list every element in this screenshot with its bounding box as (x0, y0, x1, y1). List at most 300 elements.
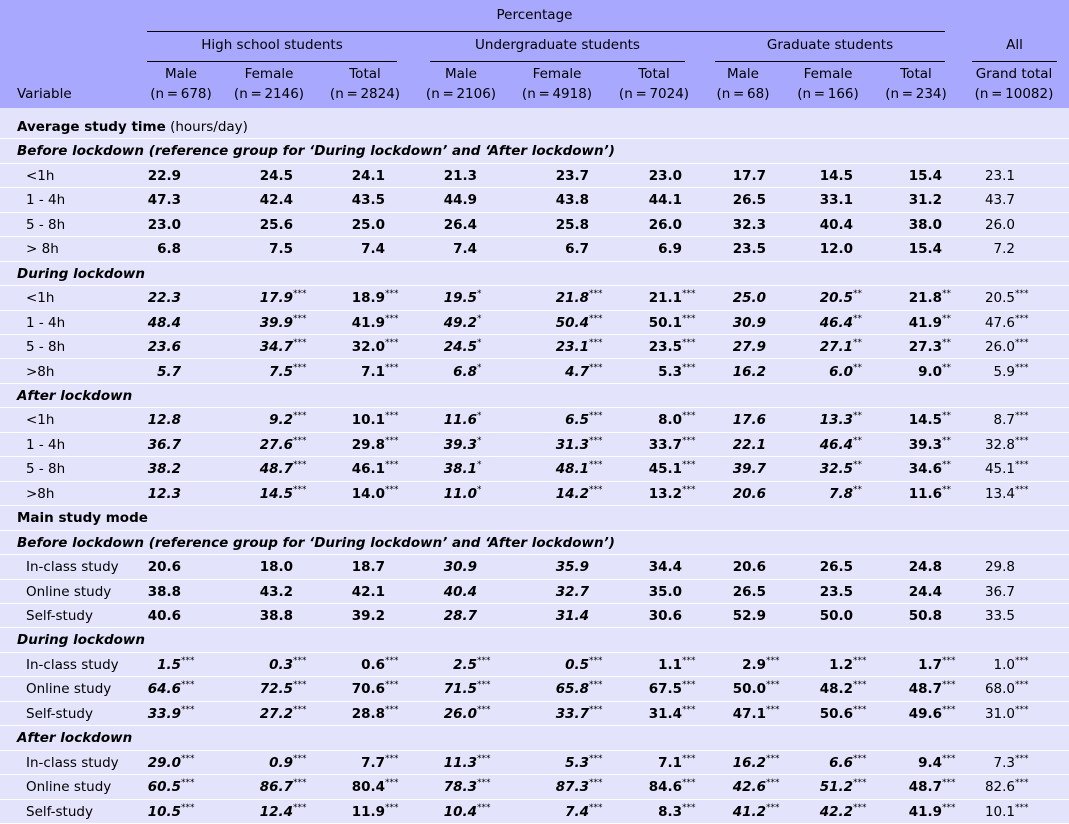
significance-marker: *** (589, 803, 603, 813)
section-title-label: Average study time (17, 119, 166, 135)
row-label: Self-study (26, 706, 93, 722)
significance-marker: * (477, 289, 482, 299)
table-cell (101, 461, 181, 477)
cell-value: 27.2 (259, 706, 293, 722)
table-cell (602, 804, 696, 820)
cell-value: 7.4 (361, 241, 385, 257)
table-cell (305, 706, 399, 722)
significance-marker: ** (942, 485, 951, 495)
table-cell (101, 608, 181, 624)
column-header-n: (n = 234) (885, 86, 947, 102)
column-header-label: Female (532, 66, 582, 82)
table-cell (213, 486, 307, 502)
significance-marker: *** (293, 363, 307, 373)
cell-value: 6.8 (157, 241, 181, 257)
table-cell (686, 339, 766, 355)
cell-value: 40.4 (819, 217, 853, 233)
table-cell (509, 584, 589, 600)
column-header-n: (n = 166) (797, 86, 859, 102)
cell-value: 50.4 (555, 315, 589, 331)
table-cell (305, 412, 399, 428)
table-cell (686, 461, 766, 477)
significance-marker: *** (589, 289, 603, 299)
cell-value: 20.6 (732, 486, 766, 502)
table-cell (509, 559, 589, 575)
table-cell (213, 779, 307, 795)
cell-value: 23.0 (147, 217, 181, 233)
table-cell (773, 364, 862, 380)
column-header-n: (n = 2146) (233, 86, 305, 102)
significance-marker: *** (682, 754, 696, 764)
cell-value: 23.1 (555, 339, 589, 355)
cell-value: 48.7 (908, 681, 942, 697)
table-cell (213, 755, 307, 771)
table-cell (686, 559, 766, 575)
table-cell (602, 168, 682, 184)
cell-value: 41.2 (732, 804, 766, 820)
row-label: <1h (26, 290, 55, 306)
table-cell (686, 315, 766, 331)
table-cell (773, 681, 867, 697)
cell-value: 38.2 (147, 461, 181, 477)
percentage-header: Percentage (496, 7, 573, 23)
table-cell (935, 559, 1015, 575)
table-cell (397, 804, 491, 820)
cell-value: 51.2 (819, 779, 853, 795)
column-header-label: Total (900, 66, 932, 82)
table-cell (397, 241, 477, 257)
cell-value: 52.9 (732, 608, 766, 624)
significance-marker: *** (1015, 436, 1029, 446)
column-header-label: Male (445, 66, 477, 82)
table-cell (602, 779, 696, 795)
group-header-undergraduate: Undergraduate students (475, 37, 640, 53)
table-cell (305, 217, 385, 233)
table-cell (862, 217, 942, 233)
table-cell (773, 608, 853, 624)
significance-marker: *** (293, 754, 307, 764)
table-cell (101, 755, 195, 771)
cell-value: 12.8 (147, 412, 181, 428)
group-rule-undergraduate (430, 61, 685, 62)
table-cell (509, 315, 603, 331)
table-cell (101, 192, 181, 208)
table-cell (935, 608, 1015, 624)
row-separator (0, 334, 1069, 335)
table-cell (862, 168, 942, 184)
table-cell (213, 706, 307, 722)
significance-marker: ** (853, 411, 862, 421)
table-cell (305, 559, 385, 575)
row-label: 1 - 4h (26, 437, 66, 453)
table-cell (305, 657, 399, 673)
significance-marker: *** (589, 754, 603, 764)
cell-value: 16.2 (732, 364, 766, 380)
cell-value: 32.7 (555, 584, 589, 600)
subsection-title: Before lockdown (reference group for ‘During lockdown’ and ‘After lockdown’) (17, 143, 615, 159)
cell-value: 4.7 (565, 364, 589, 380)
cell-value: 38.1 (443, 461, 477, 477)
significance-marker: ** (853, 338, 862, 348)
column-header-n: (n = 4918) (521, 86, 593, 102)
cell-value: 6.6 (829, 755, 853, 771)
significance-marker: *** (942, 705, 956, 715)
group-header-all: All (1006, 37, 1023, 53)
cell-value: 14.2 (555, 486, 589, 502)
cell-value: 23.1 (984, 168, 1015, 184)
significance-marker: *** (1015, 485, 1029, 495)
row-separator (0, 261, 1069, 262)
table-cell (397, 779, 491, 795)
table-cell (935, 779, 1029, 795)
table-cell (101, 657, 195, 673)
cell-value: 15.4 (908, 241, 942, 257)
cell-value: 6.7 (565, 241, 589, 257)
cell-value: 5.9 (993, 364, 1015, 380)
cell-value: 7.3 (993, 755, 1015, 771)
cell-value: 7.4 (565, 804, 589, 820)
cell-value: 71.5 (443, 681, 477, 697)
subsection-title: After lockdown (17, 388, 133, 404)
cell-value: 21.8 (555, 290, 589, 306)
cell-value: 31.3 (555, 437, 589, 453)
significance-marker: ** (942, 289, 951, 299)
cell-value: 9.0 (918, 364, 942, 380)
table-cell (213, 584, 293, 600)
cell-value: 38.8 (147, 584, 181, 600)
row-separator (0, 652, 1069, 653)
table-cell (862, 559, 942, 575)
significance-marker: ** (853, 314, 862, 324)
cell-value: 26.0 (648, 217, 682, 233)
table-cell (773, 290, 862, 306)
table-cell (935, 217, 1015, 233)
table-cell (686, 290, 766, 306)
table-cell (305, 584, 385, 600)
cell-value: 20.5 (984, 290, 1015, 306)
subsection-title: After lockdown (17, 730, 133, 746)
cell-value: 30.6 (648, 608, 682, 624)
cell-value: 10.1 (351, 412, 385, 428)
table-cell (935, 364, 1029, 380)
significance-marker: *** (853, 656, 867, 666)
significance-marker: *** (293, 289, 307, 299)
row-label: <1h (26, 412, 55, 428)
table-cell (509, 706, 603, 722)
table-cell (213, 412, 307, 428)
table-cell (305, 461, 399, 477)
table-cell (773, 241, 853, 257)
column-header-label: Male (727, 66, 759, 82)
significance-marker: *** (385, 436, 399, 446)
table-cell (101, 241, 181, 257)
table-cell (101, 437, 181, 453)
cell-value: 9.4 (918, 755, 942, 771)
cell-value: 26.0 (443, 706, 477, 722)
cell-value: 47.3 (147, 192, 181, 208)
table-cell (213, 461, 307, 477)
cell-value: 31.2 (908, 192, 942, 208)
table-cell (602, 315, 696, 331)
significance-marker: *** (477, 705, 491, 715)
cell-value: 34.6 (908, 461, 942, 477)
cell-value: 1.7 (918, 657, 942, 673)
cell-value: 9.2 (269, 412, 293, 428)
significance-marker: * (477, 314, 482, 324)
cell-value: 32.3 (732, 217, 766, 233)
cell-value: 41.9 (351, 315, 385, 331)
cell-value: 13.2 (648, 486, 682, 502)
cell-value: 45.1 (648, 461, 682, 477)
cell-value: 42.1 (351, 584, 385, 600)
significance-marker: *** (682, 436, 696, 446)
table-cell (213, 168, 293, 184)
table-cell (509, 339, 603, 355)
significance-marker: *** (385, 485, 399, 495)
table-cell (602, 559, 682, 575)
cell-value: 22.1 (732, 437, 766, 453)
column-header-n: (n = 2824) (329, 86, 401, 102)
cell-value: 5.3 (565, 755, 589, 771)
significance-marker: *** (766, 803, 780, 813)
table-cell (305, 364, 399, 380)
significance-marker: *** (181, 778, 195, 788)
row-separator (0, 701, 1069, 702)
significance-marker: *** (682, 460, 696, 470)
cell-value: 31.0 (984, 706, 1015, 722)
cell-value: 46.4 (819, 437, 853, 453)
cell-value: 82.6 (984, 779, 1015, 795)
significance-marker: *** (589, 460, 603, 470)
significance-marker: *** (1015, 705, 1029, 715)
significance-marker: ** (853, 485, 862, 495)
table-cell (509, 608, 589, 624)
table-cell (602, 192, 682, 208)
table-cell (213, 804, 307, 820)
table-cell (686, 608, 766, 624)
table-cell (509, 755, 603, 771)
table-cell (509, 217, 589, 233)
table-cell (773, 168, 853, 184)
table-cell (305, 241, 385, 257)
significance-marker: *** (853, 754, 867, 764)
cell-value: 11.6 (443, 412, 477, 428)
significance-marker: *** (589, 656, 603, 666)
cell-value: 39.9 (259, 315, 293, 331)
cell-value: 35.0 (648, 584, 682, 600)
significance-marker: *** (293, 705, 307, 715)
cell-value: 39.3 (908, 437, 942, 453)
significance-marker: *** (589, 705, 603, 715)
cell-value: 13.4 (984, 486, 1015, 502)
column-header-n: (n = 7024) (618, 86, 690, 102)
table-cell (935, 192, 1015, 208)
cell-value: 22.3 (147, 290, 181, 306)
table-cell (101, 168, 181, 184)
cell-value: 14.5 (819, 168, 853, 184)
table-cell (213, 681, 307, 697)
table-cell (935, 584, 1015, 600)
table-cell (509, 657, 603, 673)
significance-marker: *** (682, 778, 696, 788)
significance-marker: ** (942, 460, 951, 470)
table-cell (397, 559, 477, 575)
cell-value: 12.3 (147, 486, 181, 502)
cell-value: 8.3 (658, 804, 682, 820)
table-cell (773, 706, 867, 722)
table-cell (773, 437, 862, 453)
row-separator (0, 407, 1069, 408)
cell-value: 28.8 (351, 706, 385, 722)
table-cell (397, 315, 482, 331)
cell-value: 46.1 (351, 461, 385, 477)
table-cell (397, 755, 491, 771)
table-cell (935, 486, 1029, 502)
table-cell (101, 486, 181, 502)
row-separator (0, 432, 1069, 433)
cell-value: 24.5 (259, 168, 293, 184)
significance-marker: *** (682, 656, 696, 666)
cell-value: 1.2 (829, 657, 853, 673)
cell-value: 1.5 (157, 657, 181, 673)
cell-value: 49.6 (908, 706, 942, 722)
subsection-title: Before lockdown (reference group for ‘During lockdown’ and ‘After lockdown’) (17, 535, 615, 551)
significance-marker: *** (682, 363, 696, 373)
cell-value: 40.4 (443, 584, 477, 600)
table-cell (686, 779, 780, 795)
cell-value: 7.7 (361, 755, 385, 771)
row-label: In-class study (26, 657, 119, 673)
cell-value: 78.3 (443, 779, 477, 795)
cell-value: 7.8 (829, 486, 853, 502)
row-label: > 8h (26, 241, 59, 257)
cell-value: 38.0 (908, 217, 942, 233)
table-cell (773, 339, 862, 355)
table-cell (397, 681, 491, 697)
cell-value: 0.9 (269, 755, 293, 771)
table-cell (509, 168, 589, 184)
table-cell (101, 364, 181, 380)
cell-value: 68.0 (984, 681, 1015, 697)
cell-value: 25.0 (351, 217, 385, 233)
significance-marker: *** (477, 656, 491, 666)
table-cell (686, 486, 766, 502)
cell-value: 21.3 (443, 168, 477, 184)
significance-marker: *** (942, 656, 956, 666)
cell-value: 23.5 (732, 241, 766, 257)
table-cell (101, 706, 195, 722)
cell-value: 12.4 (259, 804, 293, 820)
cell-value: 14.5 (259, 486, 293, 502)
table-cell (602, 486, 696, 502)
significance-marker: *** (293, 436, 307, 446)
table-cell (773, 192, 853, 208)
cell-value: 32.8 (984, 437, 1015, 453)
significance-marker: *** (385, 338, 399, 348)
cell-value: 50.1 (648, 315, 682, 331)
significance-marker: ** (853, 289, 862, 299)
cell-value: 43.5 (351, 192, 385, 208)
table-cell (101, 290, 181, 306)
row-label: In-class study (26, 755, 119, 771)
table-cell (213, 339, 307, 355)
table-cell (101, 339, 181, 355)
table-cell (305, 437, 399, 453)
significance-marker: *** (293, 485, 307, 495)
row-label: 1 - 4h (26, 315, 66, 331)
table-cell (509, 681, 603, 697)
table-cell (509, 364, 603, 380)
row-separator (0, 554, 1069, 555)
cell-value: 10.1 (984, 804, 1015, 820)
section-title (17, 510, 148, 526)
significance-marker: *** (1015, 656, 1029, 666)
table-cell (397, 339, 482, 355)
significance-marker: *** (766, 656, 780, 666)
cell-value: 2.9 (742, 657, 766, 673)
significance-marker: *** (942, 680, 956, 690)
cell-value: 24.8 (908, 559, 942, 575)
cell-value: 11.3 (443, 755, 477, 771)
cell-value: 65.8 (555, 681, 589, 697)
cell-value: 42.6 (732, 779, 766, 795)
table-cell (602, 217, 682, 233)
significance-marker: ** (942, 411, 951, 421)
column-header-label: Male (165, 66, 197, 82)
significance-marker: * (477, 436, 482, 446)
table-cell (773, 461, 862, 477)
cell-value: 10.5 (147, 804, 181, 820)
row-label: 5 - 8h (26, 217, 66, 233)
table-cell (773, 584, 853, 600)
cell-value: 7.5 (269, 364, 293, 380)
cell-value: 17.6 (732, 412, 766, 428)
table-cell (305, 168, 385, 184)
table-cell (305, 192, 385, 208)
table-cell (686, 657, 780, 673)
cell-value: 26.0 (984, 339, 1015, 355)
table-cell (935, 315, 1029, 331)
significance-marker: * (477, 485, 482, 495)
group-rule-all (972, 61, 1057, 62)
cell-value: 29.8 (351, 437, 385, 453)
table-cell (305, 486, 399, 502)
table-cell (602, 657, 696, 673)
table-cell (213, 217, 293, 233)
row-label: >8h (26, 486, 55, 502)
table-cell (935, 804, 1029, 820)
table-cell (862, 192, 942, 208)
cell-value: 12.0 (819, 241, 853, 257)
table-cell (935, 461, 1029, 477)
table-cell (935, 412, 1029, 428)
cell-value: 48.1 (555, 461, 589, 477)
cell-value: 28.7 (443, 608, 477, 624)
table-cell (935, 290, 1029, 306)
table-cell (397, 364, 482, 380)
cell-value: 21.1 (648, 290, 682, 306)
significance-marker: *** (589, 314, 603, 324)
table-cell (686, 681, 780, 697)
table-cell (397, 706, 491, 722)
row-separator (0, 358, 1069, 359)
cell-value: 5.7 (157, 364, 181, 380)
table-cell (602, 412, 696, 428)
significance-marker: * (477, 411, 482, 421)
table-cell (935, 755, 1029, 771)
significance-marker: *** (682, 485, 696, 495)
significance-marker: *** (181, 705, 195, 715)
